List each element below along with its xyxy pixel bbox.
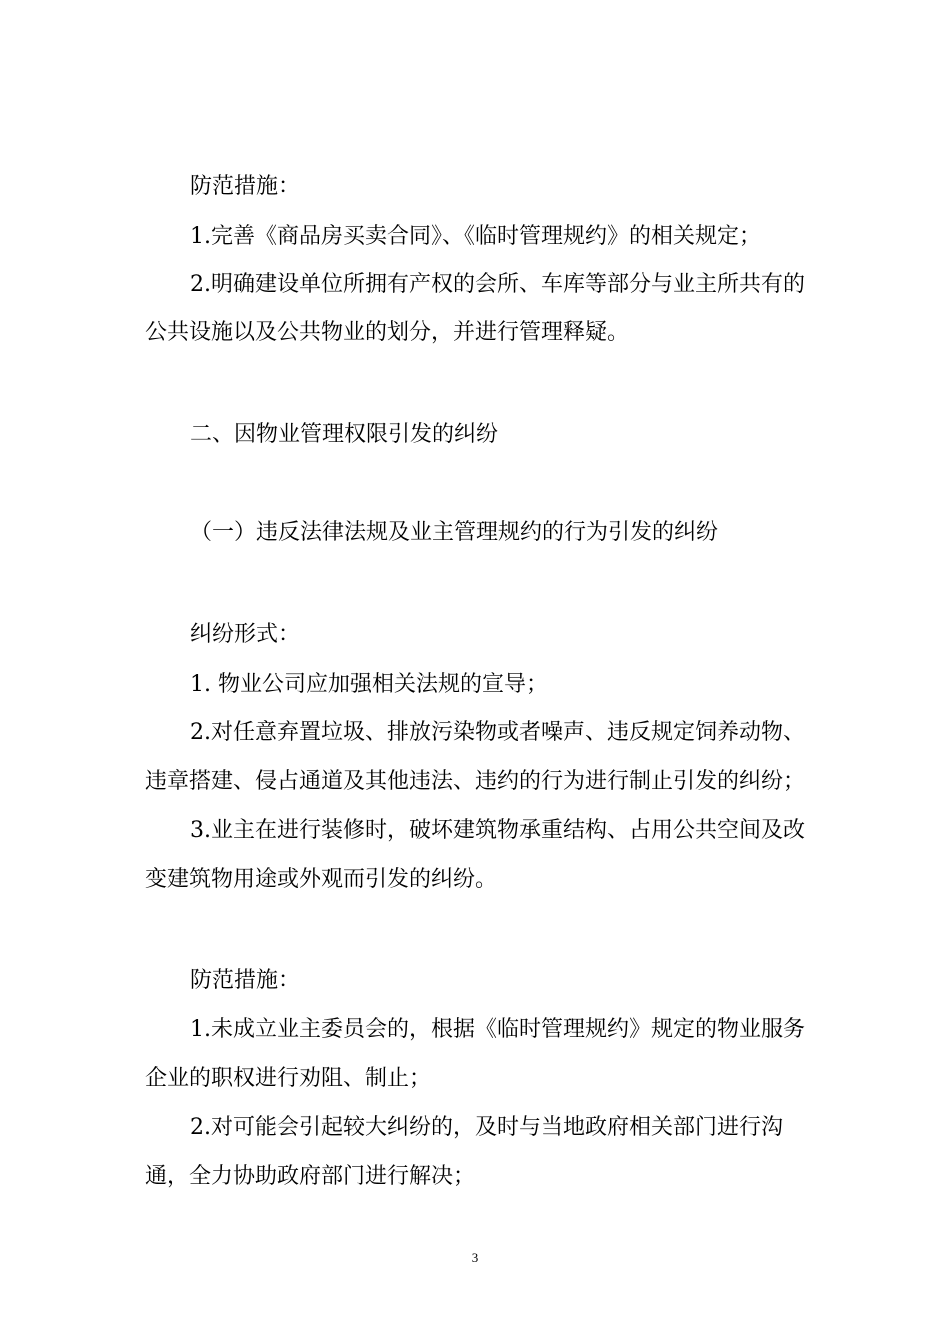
heading-prevention-measures: 防范措施： — [190, 174, 301, 199]
measure-item-1-line-2: 企业的职权进行劝阻、制止； — [145, 1066, 432, 1091]
paragraph-item-2-line-2: 公共设施以及公共物业的划分，并进行管理释疑。 — [145, 320, 630, 345]
page-number: 3 — [471, 1250, 479, 1265]
dispute-item-1: 1. 物业公司应加强相关法规的宣导； — [190, 672, 548, 697]
dispute-item-2-line-1: 2.对任意弃置垃圾、排放污染物或者噪声、违反规定饲养动物、 — [190, 720, 805, 745]
dispute-item-3-line-2: 变建筑物用途或外观而引发的纠纷。 — [145, 867, 498, 892]
section-heading-2: 二、因物业管理权限引发的纠纷 — [190, 422, 499, 447]
measure-item-2-line-2: 通，全力协助政府部门进行解决； — [145, 1164, 476, 1189]
measure-item-1-line-1: 1.未成立业主委员会的，根据《临时管理规约》规定的物业服务 — [190, 1017, 805, 1042]
heading-dispute-forms: 纠纷形式： — [190, 622, 301, 647]
paragraph-item-2-line-1: 2.明确建设单位所拥有产权的会所、车库等部分与业主所共有的 — [190, 272, 805, 297]
dispute-item-3-line-1: 3.业主在进行装修时，破坏建筑物承重结构、占用公共空间及改 — [190, 818, 805, 843]
dispute-item-2-line-2: 违章搭建、侵占通道及其他违法、违约的行为进行制止引发的纠纷； — [145, 769, 806, 794]
paragraph-item-1: 1.完善《商品房买卖合同》、《临时管理规约》的相关规定； — [190, 224, 761, 249]
subsection-heading-1: （一）违反法律法规及业主管理规约的行为引发的纠纷 — [190, 520, 719, 545]
measure-item-2-line-1: 2.对可能会引起较大纠纷的，及时与当地政府相关部门进行沟 — [190, 1115, 783, 1140]
heading-prevention-measures-2: 防范措施： — [190, 968, 301, 993]
